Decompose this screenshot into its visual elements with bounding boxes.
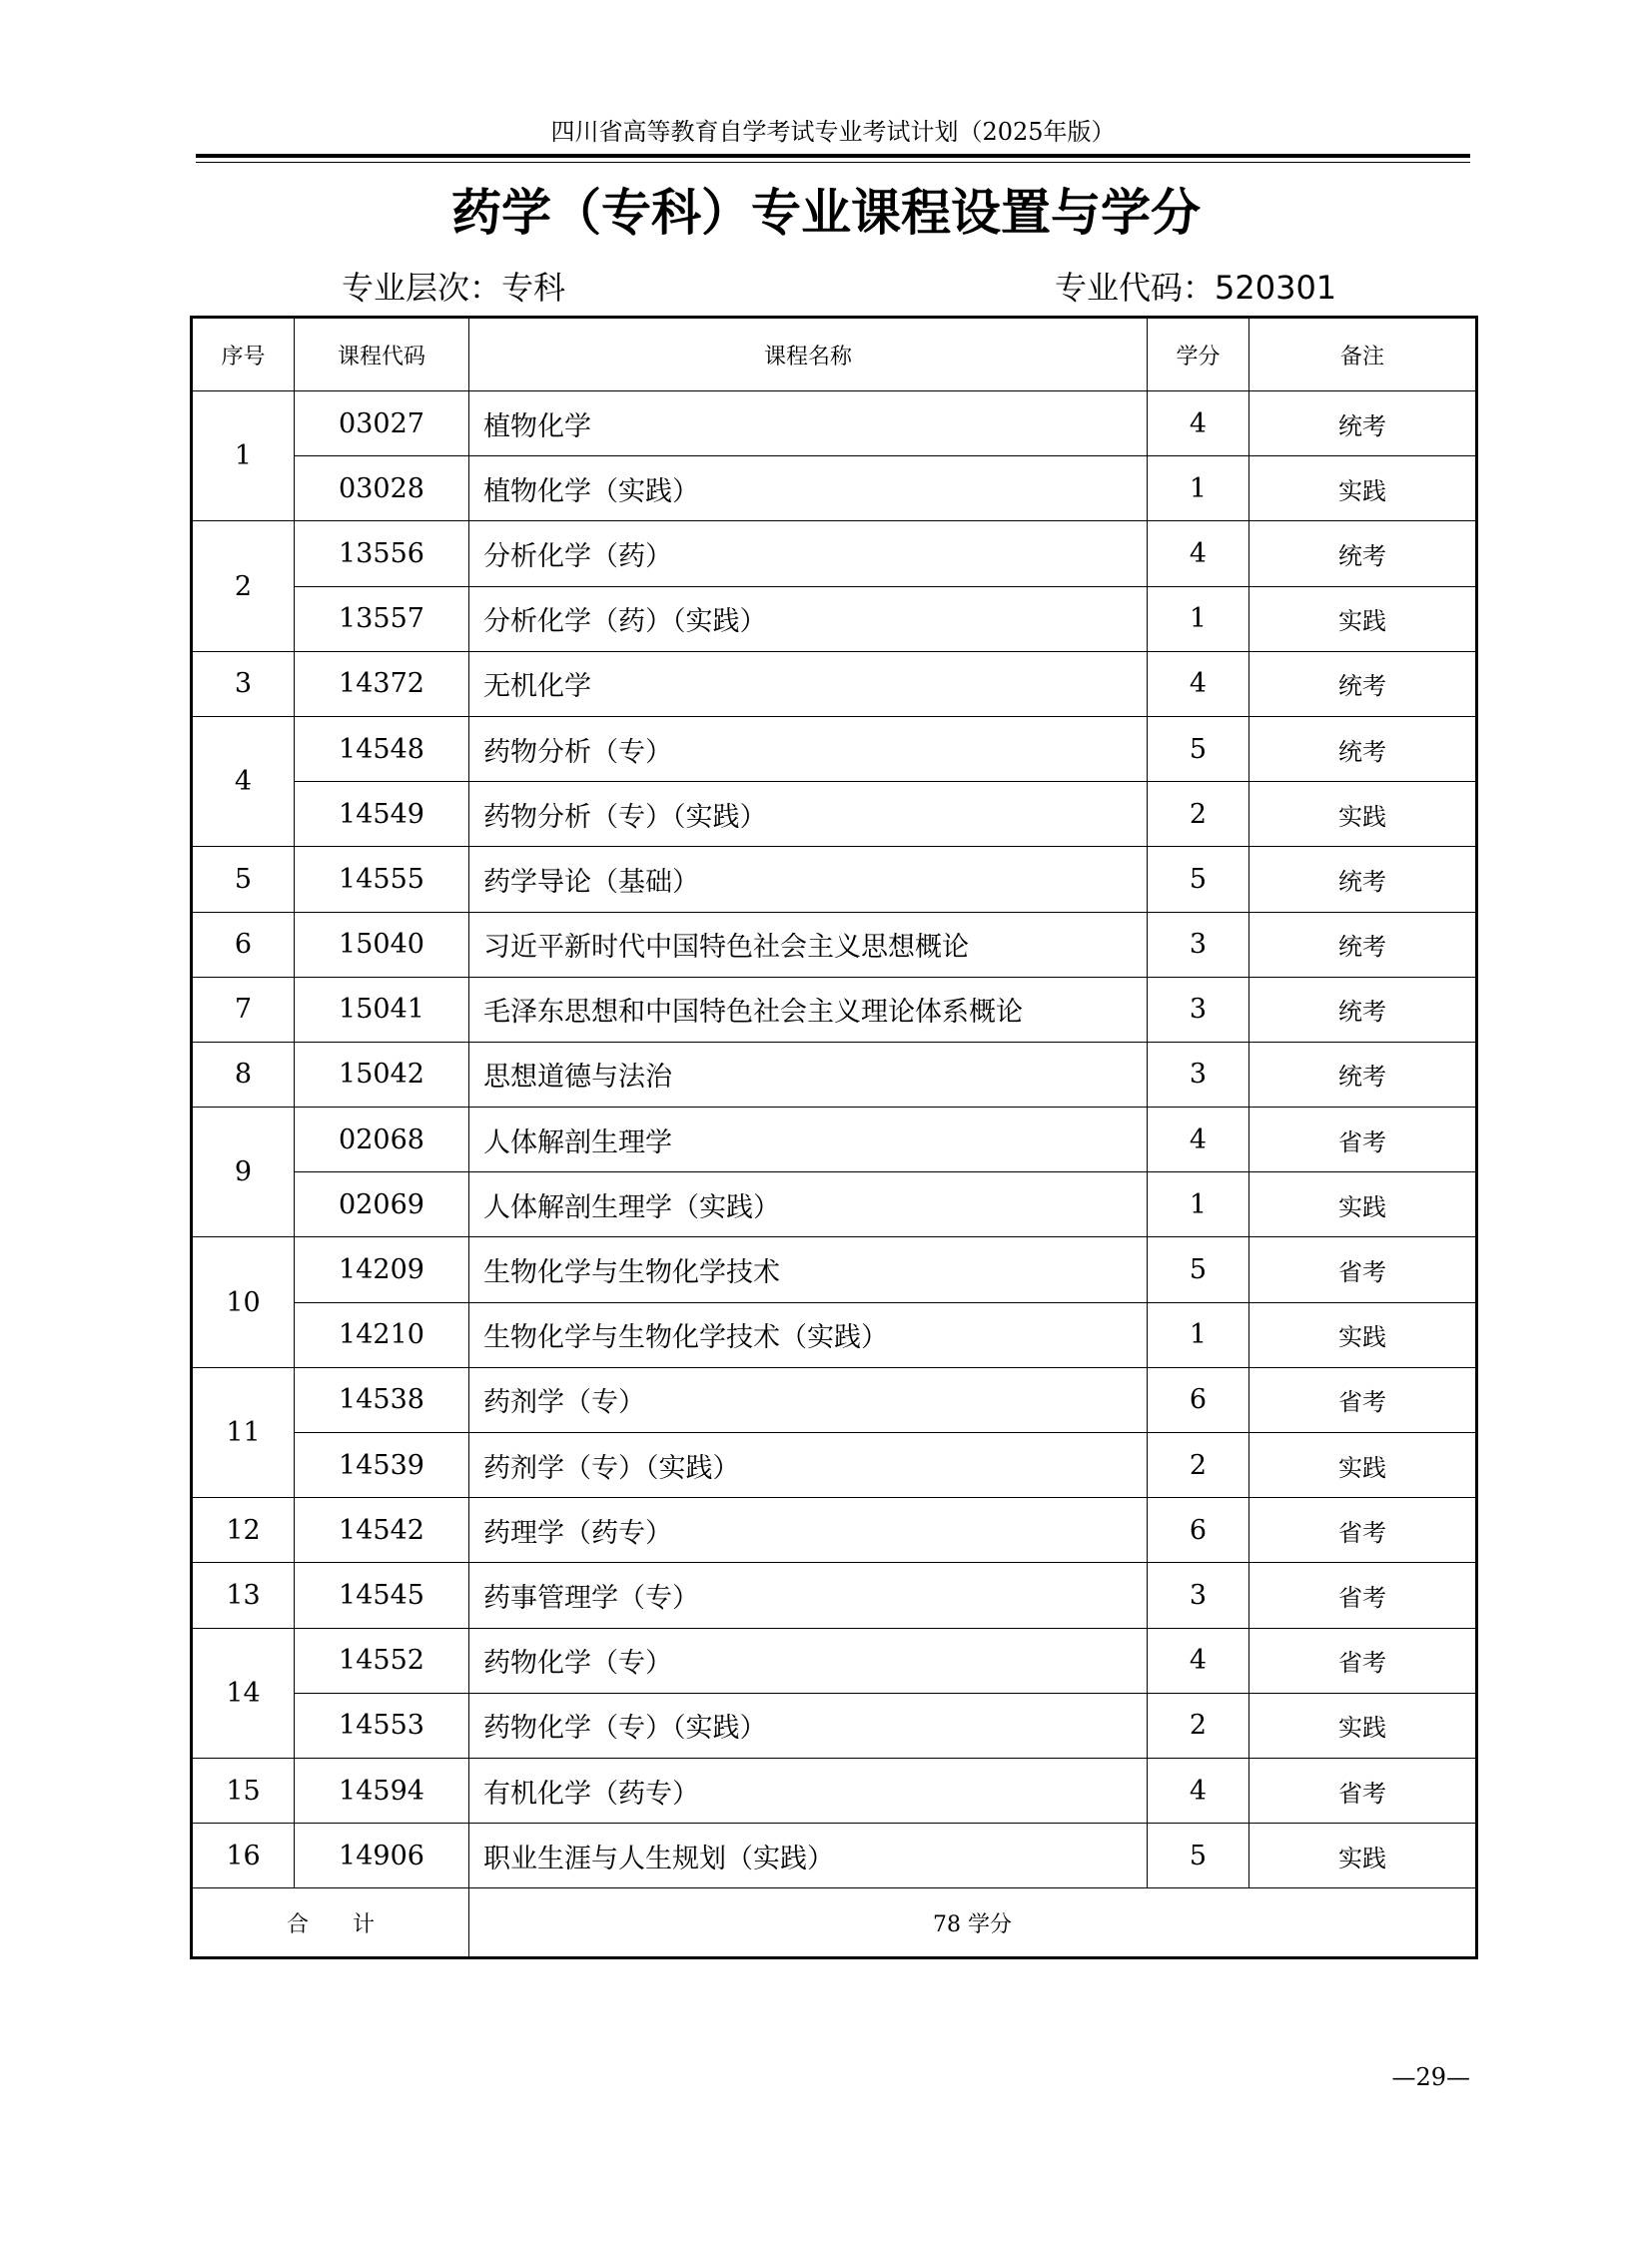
course-note: 省考 <box>1249 1758 1477 1823</box>
course-note: 实践 <box>1249 1824 1477 1888</box>
course-code: 14553 <box>295 1693 469 1758</box>
header-credit: 学分 <box>1148 318 1249 391</box>
course-name: 职业生涯与人生规划（实践） <box>469 1824 1148 1888</box>
row-number: 7 <box>192 977 295 1042</box>
course-name: 植物化学 <box>469 391 1148 456</box>
total-label: 合 计 <box>192 1888 469 1958</box>
table-row <box>192 651 1477 716</box>
page-number: —29— <box>1391 2063 1470 2091</box>
table-row <box>192 1237 1477 1302</box>
course-note: 实践 <box>1249 1172 1477 1237</box>
course-code: 15042 <box>295 1042 469 1107</box>
course-code: 14372 <box>295 651 469 716</box>
course-name: 药物化学（专） <box>469 1628 1148 1693</box>
course-name: 药剂学（专）（实践） <box>469 1433 1148 1498</box>
course-note: 实践 <box>1249 1433 1477 1498</box>
header-code: 课程代码 <box>295 318 469 391</box>
course-note: 实践 <box>1249 782 1477 847</box>
row-number: 4 <box>192 716 295 846</box>
course-credit: 2 <box>1148 1433 1249 1498</box>
course-name: 药剂学（专） <box>469 1367 1148 1432</box>
header-rule-thin <box>196 162 1470 163</box>
course-credit: 4 <box>1148 1628 1249 1693</box>
course-credit: 1 <box>1148 1302 1249 1367</box>
header-rule-thick <box>196 154 1470 158</box>
course-credit: 1 <box>1148 1172 1249 1237</box>
course-note: 统考 <box>1249 847 1477 912</box>
row-number: 14 <box>192 1628 295 1758</box>
row-number: 15 <box>192 1758 295 1823</box>
total-value: 78 学分 <box>469 1888 1477 1958</box>
course-note: 省考 <box>1249 1367 1477 1432</box>
course-credit: 4 <box>1148 521 1249 586</box>
table-row <box>192 1563 1477 1628</box>
table-row <box>192 1172 1477 1237</box>
course-note: 统考 <box>1249 977 1477 1042</box>
course-code: 14555 <box>295 847 469 912</box>
table-row <box>192 1042 1477 1107</box>
course-credit: 6 <box>1148 1498 1249 1563</box>
course-note: 统考 <box>1249 521 1477 586</box>
course-name: 毛泽东思想和中国特色社会主义理论体系概论 <box>469 977 1148 1042</box>
row-number: 10 <box>192 1237 295 1367</box>
header-note: 备注 <box>1249 318 1477 391</box>
row-number: 6 <box>192 912 295 977</box>
course-name: 习近平新时代中国特色社会主义思想概论 <box>469 912 1148 977</box>
course-credit: 6 <box>1148 1367 1249 1432</box>
course-name: 药理学（药专） <box>469 1498 1148 1563</box>
course-credit: 5 <box>1148 1824 1249 1888</box>
table-row <box>192 1302 1477 1367</box>
course-code: 14538 <box>295 1367 469 1432</box>
course-code: 14548 <box>295 716 469 781</box>
page-title: 药学（专科）专业课程设置与学分 <box>451 184 1201 242</box>
course-credit: 4 <box>1148 1108 1249 1172</box>
course-note: 省考 <box>1249 1628 1477 1693</box>
row-number: 13 <box>192 1563 295 1628</box>
course-name: 人体解剖生理学 <box>469 1108 1148 1172</box>
course-name: 植物化学（实践） <box>469 456 1148 521</box>
course-table <box>190 316 1478 1959</box>
table-row <box>192 977 1477 1042</box>
major-code: 专业代码：520301 <box>1055 269 1337 307</box>
course-name: 有机化学（药专） <box>469 1758 1148 1823</box>
table-row <box>192 1498 1477 1563</box>
course-note: 统考 <box>1249 651 1477 716</box>
table-row <box>192 1758 1477 1823</box>
course-credit: 1 <box>1148 456 1249 521</box>
course-note: 统考 <box>1249 1042 1477 1107</box>
table-row <box>192 586 1477 651</box>
table-body <box>192 391 1477 1888</box>
table-row <box>192 1628 1477 1693</box>
row-number: 1 <box>192 391 295 521</box>
row-number: 5 <box>192 847 295 912</box>
course-code: 03027 <box>295 391 469 456</box>
course-code: 13556 <box>295 521 469 586</box>
course-note: 统考 <box>1249 912 1477 977</box>
course-credit: 5 <box>1148 1237 1249 1302</box>
course-name: 无机化学 <box>469 651 1148 716</box>
table-row <box>192 1108 1477 1172</box>
course-credit: 4 <box>1148 1758 1249 1823</box>
course-name: 分析化学（药）（实践） <box>469 586 1148 651</box>
table-row <box>192 1367 1477 1432</box>
table-row <box>192 456 1477 521</box>
table-row <box>192 1693 1477 1758</box>
table-header-row <box>192 318 1477 391</box>
course-note: 省考 <box>1249 1108 1477 1172</box>
course-name: 药学导论（基础） <box>469 847 1148 912</box>
row-number: 11 <box>192 1367 295 1497</box>
course-credit: 3 <box>1148 1042 1249 1107</box>
course-note: 实践 <box>1249 1302 1477 1367</box>
course-code: 14209 <box>295 1237 469 1302</box>
course-code: 15041 <box>295 977 469 1042</box>
course-note: 统考 <box>1249 716 1477 781</box>
table-row <box>192 521 1477 586</box>
course-credit: 5 <box>1148 847 1249 912</box>
course-note: 省考 <box>1249 1237 1477 1302</box>
course-code: 15040 <box>295 912 469 977</box>
running-header: 四川省高等教育自学考试专业考试计划（2025年版） <box>550 118 1116 146</box>
course-credit: 1 <box>1148 586 1249 651</box>
course-credit: 3 <box>1148 1563 1249 1628</box>
course-code: 14210 <box>295 1302 469 1367</box>
row-number: 3 <box>192 651 295 716</box>
row-number: 2 <box>192 521 295 651</box>
table-row <box>192 391 1477 456</box>
row-number: 9 <box>192 1108 295 1237</box>
course-code: 02069 <box>295 1172 469 1237</box>
course-code: 14552 <box>295 1628 469 1693</box>
course-code: 14594 <box>295 1758 469 1823</box>
major-level: 专业层次：专科 <box>342 269 566 307</box>
course-name: 药物分析（专）（实践） <box>469 782 1148 847</box>
course-code: 14542 <box>295 1498 469 1563</box>
course-name: 生物化学与生物化学技术 <box>469 1237 1148 1302</box>
course-note: 省考 <box>1249 1498 1477 1563</box>
course-credit: 5 <box>1148 716 1249 781</box>
course-code: 13557 <box>295 586 469 651</box>
header-no: 序号 <box>192 318 295 391</box>
total-row <box>192 1888 1477 1958</box>
course-note: 实践 <box>1249 456 1477 521</box>
course-code: 14549 <box>295 782 469 847</box>
course-note: 统考 <box>1249 391 1477 456</box>
course-credit: 4 <box>1148 391 1249 456</box>
course-code: 14539 <box>295 1433 469 1498</box>
course-credit: 3 <box>1148 912 1249 977</box>
course-credit: 2 <box>1148 782 1249 847</box>
table-row <box>192 716 1477 781</box>
course-name: 药物分析（专） <box>469 716 1148 781</box>
table-row <box>192 1433 1477 1498</box>
table-row <box>192 1824 1477 1888</box>
table-row <box>192 912 1477 977</box>
course-note: 实践 <box>1249 586 1477 651</box>
row-number: 16 <box>192 1824 295 1888</box>
course-name: 药事管理学（专） <box>469 1563 1148 1628</box>
course-credit: 3 <box>1148 977 1249 1042</box>
course-note: 省考 <box>1249 1563 1477 1628</box>
course-name: 人体解剖生理学（实践） <box>469 1172 1148 1237</box>
course-name: 药物化学（专）（实践） <box>469 1693 1148 1758</box>
course-code: 02068 <box>295 1108 469 1172</box>
row-number: 12 <box>192 1498 295 1563</box>
course-code: 14545 <box>295 1563 469 1628</box>
table-row <box>192 782 1477 847</box>
course-credit: 2 <box>1148 1693 1249 1758</box>
row-number: 8 <box>192 1042 295 1107</box>
table-row <box>192 847 1477 912</box>
course-credit: 4 <box>1148 651 1249 716</box>
header-name: 课程名称 <box>469 318 1148 391</box>
course-name: 分析化学（药） <box>469 521 1148 586</box>
course-code: 14906 <box>295 1824 469 1888</box>
course-name: 生物化学与生物化学技术（实践） <box>469 1302 1148 1367</box>
course-code: 03028 <box>295 456 469 521</box>
course-note: 实践 <box>1249 1693 1477 1758</box>
course-name: 思想道德与法治 <box>469 1042 1148 1107</box>
